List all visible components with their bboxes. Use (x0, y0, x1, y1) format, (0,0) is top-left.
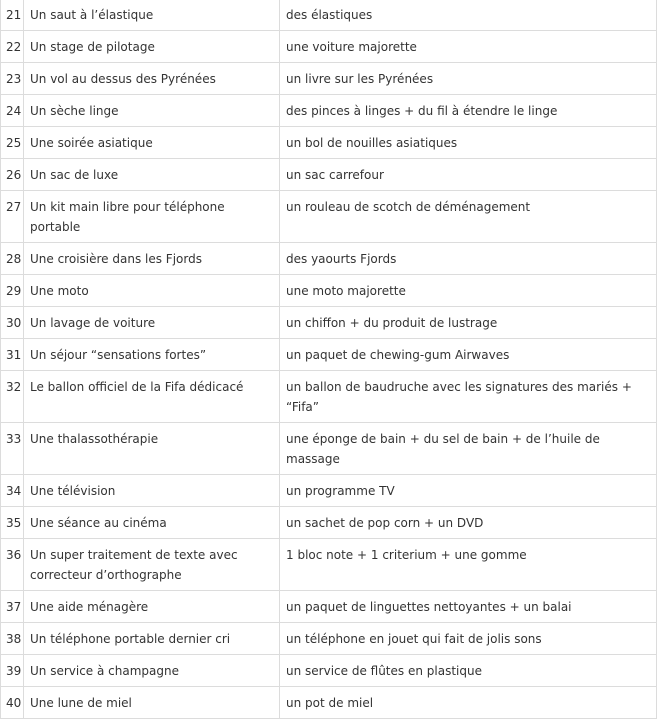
gift-cell: Le ballon officiel de la Fifa dédicacé (24, 371, 280, 423)
table-row (1, 0, 657, 31)
table-row (1, 687, 657, 719)
present-cell: un programme TV (280, 475, 657, 507)
gift-cell: Une aide ménagère (24, 591, 280, 623)
row-number: 26 (1, 159, 24, 191)
gift-cell: Un stage de pilotage (24, 31, 280, 63)
row-number: 28 (1, 243, 24, 275)
gift-cell: Un service à champagne (24, 655, 280, 687)
gift-cell: Un vol au dessus des Pyrénées (24, 63, 280, 95)
row-number: 25 (1, 127, 24, 159)
table-row (1, 307, 657, 339)
present-cell: des pinces à linges + du fil à étendre le linge (280, 95, 657, 127)
present-cell: une voiture majorette (280, 31, 657, 63)
table-row (1, 159, 657, 191)
row-number: 36 (1, 539, 24, 591)
gift-cell: Une croisière dans les Fjords (24, 243, 280, 275)
present-cell: un rouleau de scotch de déménagement (280, 191, 657, 243)
gift-cell: Une séance au cinéma (24, 507, 280, 539)
row-number: 39 (1, 655, 24, 687)
gift-table-body (1, 0, 657, 719)
table-row (1, 31, 657, 63)
row-number: 31 (1, 339, 24, 371)
table-row (1, 127, 657, 159)
gift-cell: Une soirée asiatique (24, 127, 280, 159)
gift-cell: Une télévision (24, 475, 280, 507)
present-cell: un service de flûtes en plastique (280, 655, 657, 687)
table-row (1, 63, 657, 95)
table-row (1, 423, 657, 475)
present-cell: une éponge de bain + du sel de bain + de l’huile de massage (280, 423, 657, 475)
table-row (1, 655, 657, 687)
gift-cell: Une moto (24, 275, 280, 307)
present-cell: un livre sur les Pyrénées (280, 63, 657, 95)
gift-cell: Un kit main libre pour téléphone portable (24, 191, 280, 243)
present-cell: un sachet de pop corn + un DVD (280, 507, 657, 539)
table-row (1, 475, 657, 507)
table-row (1, 339, 657, 371)
present-cell: des élastiques (280, 0, 657, 31)
row-number: 40 (1, 687, 24, 719)
row-number: 33 (1, 423, 24, 475)
present-cell: une moto majorette (280, 275, 657, 307)
row-number: 37 (1, 591, 24, 623)
row-number: 30 (1, 307, 24, 339)
row-number: 27 (1, 191, 24, 243)
row-number: 23 (1, 63, 24, 95)
present-cell: un sac carrefour (280, 159, 657, 191)
gift-cell: Un téléphone portable dernier cri (24, 623, 280, 655)
row-number: 34 (1, 475, 24, 507)
table-row (1, 539, 657, 591)
present-cell: un pot de miel (280, 687, 657, 719)
row-number: 22 (1, 31, 24, 63)
row-number: 35 (1, 507, 24, 539)
row-number: 29 (1, 275, 24, 307)
table-row (1, 243, 657, 275)
present-cell: un bol de nouilles asiatiques (280, 127, 657, 159)
table-row (1, 507, 657, 539)
present-cell: un téléphone en jouet qui fait de jolis sons (280, 623, 657, 655)
row-number: 21 (1, 0, 24, 31)
gift-cell: Un sac de luxe (24, 159, 280, 191)
table-row (1, 95, 657, 127)
row-number: 24 (1, 95, 24, 127)
present-cell: un chiffon + du produit de lustrage (280, 307, 657, 339)
gift-cell: Un super traitement de texte avec correcteur d’orthographe (24, 539, 280, 591)
gift-cell: Un lavage de voiture (24, 307, 280, 339)
gift-cell: Une lune de miel (24, 687, 280, 719)
present-cell: un ballon de baudruche avec les signatures des mariés + “Fifa” (280, 371, 657, 423)
gift-cell: Une thalassothérapie (24, 423, 280, 475)
table-row (1, 371, 657, 423)
row-number: 38 (1, 623, 24, 655)
present-cell: 1 bloc note + 1 criterium + une gomme (280, 539, 657, 591)
present-cell: un paquet de linguettes nettoyantes + un balai (280, 591, 657, 623)
gift-cell: Un saut à l’élastique (24, 0, 280, 31)
present-cell: un paquet de chewing-gum Airwaves (280, 339, 657, 371)
row-number: 32 (1, 371, 24, 423)
table-row (1, 591, 657, 623)
table-row (1, 191, 657, 243)
table-row (1, 275, 657, 307)
gift-cell: Un sèche linge (24, 95, 280, 127)
gift-cell: Un séjour “sensations fortes” (24, 339, 280, 371)
present-cell: des yaourts Fjords (280, 243, 657, 275)
